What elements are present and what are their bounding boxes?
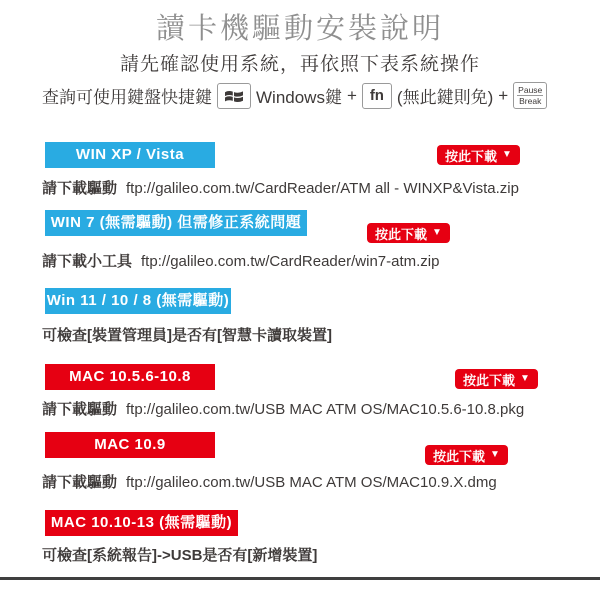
instruction-line-win11-10-8 bbox=[42, 324, 341, 345]
os-banner-win11-10-8: Win 11 / 10 / 8 (無需驅動) bbox=[45, 288, 231, 314]
pause-break-key bbox=[513, 82, 547, 109]
instruction-line-mac-1056-108 bbox=[42, 398, 524, 419]
bottom-divider bbox=[0, 577, 600, 580]
download-button-mac-109[interactable] bbox=[425, 445, 508, 465]
download-button-label: 按此下載 bbox=[463, 372, 516, 388]
windows-logo-icon bbox=[223, 87, 245, 105]
windows-key bbox=[217, 83, 251, 109]
plus-sign: + bbox=[498, 85, 509, 105]
os-banner-mac-1056-108: MAC 10.5.6-10.8 bbox=[45, 364, 215, 390]
page-subtitle: 請先確認使用系統，再依照下表系統操作 bbox=[119, 54, 480, 75]
download-button-win7[interactable] bbox=[367, 223, 450, 243]
keyboard-shortcut-line bbox=[42, 82, 547, 109]
windows-key-label: Windows鍵 bbox=[256, 88, 342, 107]
download-button-winxp-vista[interactable] bbox=[437, 145, 520, 165]
os-banner-mac-1010-13: MAC 10.10-13 (無需驅動) bbox=[45, 510, 238, 536]
down-triangle-icon: ▼ bbox=[502, 149, 512, 160]
os-banner-win7: WIN 7 (無需驅動) 但需修正系統問題 bbox=[45, 210, 307, 236]
down-triangle-icon: ▼ bbox=[490, 449, 500, 460]
download-url: ftp://galileo.com.tw/USB MAC ATM OS/MAC10.9.X.dmg bbox=[126, 474, 497, 491]
instruction-line-winxp-vista bbox=[42, 177, 519, 198]
down-triangle-icon: ▼ bbox=[520, 373, 530, 384]
download-button-mac-1056-108[interactable] bbox=[455, 369, 538, 389]
instruction-label: 可檢查[系統報告]->USB是否有[新增裝置] bbox=[42, 547, 318, 564]
instruction-line-win7 bbox=[42, 250, 439, 271]
pause-key-label: Pause bbox=[518, 85, 543, 95]
instruction-label: 請下載驅動 bbox=[42, 180, 118, 197]
download-url: ftp://galileo.com.tw/CardReader/win7-atm.zip bbox=[141, 253, 440, 270]
download-button-label: 按此下載 bbox=[433, 448, 486, 464]
plus-sign: + bbox=[346, 85, 357, 105]
download-url: ftp://galileo.com.tw/USB MAC ATM OS/MAC10.5.6-10.8.pkg bbox=[126, 401, 525, 418]
download-button-label: 按此下載 bbox=[375, 226, 428, 242]
instruction-label: 請下載驅動 bbox=[42, 474, 118, 491]
os-banner-mac-109: MAC 10.9 bbox=[45, 432, 215, 458]
instruction-label: 請下載驅動 bbox=[42, 401, 118, 418]
download-url: ftp://galileo.com.tw/CardReader/ATM all - WINXP&Vista.zip bbox=[126, 180, 519, 197]
down-triangle-icon: ▼ bbox=[432, 227, 442, 238]
instruction-label: 可檢查[裝置管理員]是否有[智慧卡讀取裝置] bbox=[42, 327, 332, 344]
instruction-label: 請下載小工具 bbox=[42, 253, 133, 270]
shortcut-prefix-label: 查詢可使用鍵盤快捷鍵 bbox=[42, 88, 212, 107]
break-key-label: Break bbox=[519, 96, 542, 106]
instruction-line-mac-109 bbox=[42, 471, 497, 492]
download-button-label: 按此下載 bbox=[445, 148, 498, 164]
fn-key: fn bbox=[362, 83, 392, 109]
os-banner-winxp-vista: WIN XP / Vista bbox=[45, 142, 215, 168]
shortcut-note: (無此鍵則免) bbox=[396, 88, 494, 107]
page-title: 讀卡機驅動安裝說明 bbox=[155, 13, 444, 45]
instruction-line-mac-1010-13 bbox=[42, 544, 326, 565]
